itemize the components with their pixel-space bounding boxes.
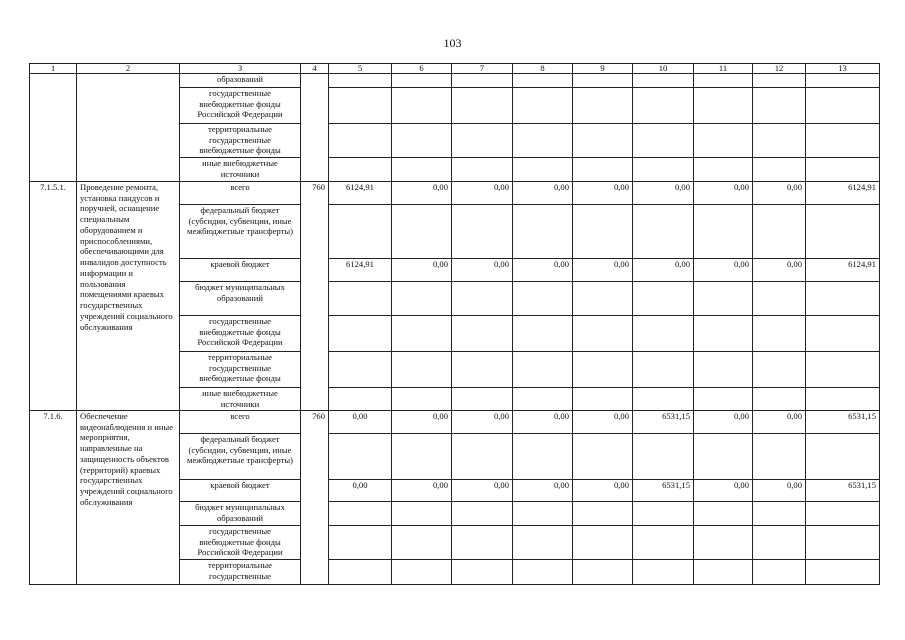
value-cell — [633, 388, 694, 411]
value-cell — [452, 560, 513, 585]
value-cell — [806, 124, 880, 158]
value-cell — [633, 282, 694, 316]
value-cell — [753, 434, 806, 480]
value-cell: 0,00 — [392, 182, 452, 205]
column-header: 5 — [329, 64, 392, 74]
value-cell — [633, 88, 694, 124]
value-cell — [694, 124, 753, 158]
value-cell — [806, 352, 880, 388]
value-cell — [753, 388, 806, 411]
value-cell — [633, 205, 694, 259]
value-cell — [329, 205, 392, 259]
value-cell — [694, 388, 753, 411]
value-cell — [452, 205, 513, 259]
column-header: 11 — [694, 64, 753, 74]
value-cell — [392, 352, 452, 388]
value-cell: 0,00 — [694, 259, 753, 282]
name-cell — [77, 74, 180, 182]
value-cell — [452, 158, 513, 182]
value-cell — [452, 502, 513, 526]
value-cell — [633, 316, 694, 352]
value-cell: 6531,15 — [633, 480, 694, 502]
value-cell — [753, 316, 806, 352]
item-code: 7.1.5.1. — [30, 182, 77, 411]
value-cell — [392, 434, 452, 480]
source-cell: государственные внебюджетные фонды Российской Федерации — [180, 526, 301, 560]
value-cell — [806, 158, 880, 182]
value-cell — [392, 158, 452, 182]
value-cell — [392, 282, 452, 316]
source-cell: иные внебюджетные источники — [180, 388, 301, 411]
value-cell — [573, 560, 633, 585]
value-cell — [452, 316, 513, 352]
value-cell — [633, 124, 694, 158]
value-cell: 0,00 — [573, 480, 633, 502]
value-cell — [452, 74, 513, 88]
value-cell: 0,00 — [329, 411, 392, 434]
value-cell — [452, 282, 513, 316]
value-cell: 0,00 — [694, 411, 753, 434]
value-cell — [694, 205, 753, 259]
value-cell — [694, 560, 753, 585]
item-name: Обеспечение видеонаблюдения и иные мероприятия, направленные на защищенность объектов (территорий) краевых государственных учреждений социального обслуживания — [77, 411, 180, 585]
value-cell — [806, 74, 880, 88]
value-cell — [392, 205, 452, 259]
value-cell — [329, 502, 392, 526]
value-cell — [452, 124, 513, 158]
column-header: 9 — [573, 64, 633, 74]
source-cell: иные внебюджетные источники — [180, 158, 301, 182]
budget-table — [29, 63, 880, 585]
item-name: Проведение ремонта, установка пандусов и поручней, оснащение специальным оборудованием и приспособлениями, обеспечивающими для инвалидов доступность информации и пользования помещениями краевых государственных учреждений социального обслуживания — [77, 182, 180, 411]
value-cell — [694, 502, 753, 526]
value-cell — [329, 124, 392, 158]
value-cell: 0,00 — [633, 259, 694, 282]
grbs-cell — [301, 74, 329, 182]
value-cell — [513, 352, 573, 388]
value-cell: 6531,15 — [806, 480, 880, 502]
value-cell — [513, 388, 573, 411]
value-cell — [806, 526, 880, 560]
value-cell — [329, 158, 392, 182]
source-cell: бюджет муниципальных образований — [180, 282, 301, 316]
value-cell — [753, 205, 806, 259]
source-cell: государственные внебюджетные фонды Российской Федерации — [180, 88, 301, 124]
value-cell: 6531,15 — [633, 411, 694, 434]
value-cell — [329, 316, 392, 352]
value-cell: 6124,91 — [806, 182, 880, 205]
value-cell — [633, 158, 694, 182]
column-header: 10 — [633, 64, 694, 74]
value-cell — [392, 388, 452, 411]
value-cell — [392, 316, 452, 352]
value-cell — [753, 560, 806, 585]
value-cell — [329, 526, 392, 560]
value-cell — [633, 560, 694, 585]
value-cell — [513, 158, 573, 182]
column-header: 6 — [392, 64, 452, 74]
column-header: 3 — [180, 64, 301, 74]
value-cell: 0,00 — [753, 411, 806, 434]
value-cell: 6124,91 — [806, 259, 880, 282]
value-cell — [513, 88, 573, 124]
value-cell — [806, 282, 880, 316]
value-cell: 0,00 — [513, 259, 573, 282]
value-cell: 0,00 — [329, 480, 392, 502]
value-cell — [392, 502, 452, 526]
value-cell — [513, 124, 573, 158]
value-cell: 0,00 — [452, 480, 513, 502]
value-cell — [806, 388, 880, 411]
value-cell: 0,00 — [452, 259, 513, 282]
value-cell: 0,00 — [694, 182, 753, 205]
code-cell — [30, 74, 77, 182]
value-cell — [573, 352, 633, 388]
source-cell: территориальные государственные внебюджетные фонды — [180, 124, 301, 158]
value-cell — [513, 434, 573, 480]
value-cell — [513, 502, 573, 526]
value-cell: 6531,15 — [806, 411, 880, 434]
value-cell: 0,00 — [753, 182, 806, 205]
column-header: 1 — [30, 64, 77, 74]
value-cell — [513, 74, 573, 88]
value-cell: 6124,91 — [329, 182, 392, 205]
value-cell — [806, 88, 880, 124]
value-cell — [392, 526, 452, 560]
value-cell: 0,00 — [392, 411, 452, 434]
column-header: 7 — [452, 64, 513, 74]
value-cell — [753, 124, 806, 158]
value-cell — [633, 74, 694, 88]
value-cell: 0,00 — [573, 411, 633, 434]
value-cell — [329, 88, 392, 124]
value-cell — [573, 74, 633, 88]
header-row — [30, 64, 880, 74]
column-header: 13 — [806, 64, 880, 74]
value-cell — [573, 158, 633, 182]
value-cell — [694, 282, 753, 316]
value-cell — [753, 526, 806, 560]
value-cell — [329, 388, 392, 411]
value-cell — [694, 158, 753, 182]
value-cell — [806, 560, 880, 585]
value-cell — [573, 124, 633, 158]
value-cell — [806, 205, 880, 259]
value-cell — [392, 74, 452, 88]
value-cell: 0,00 — [694, 480, 753, 502]
value-cell — [329, 282, 392, 316]
column-header: 4 — [301, 64, 329, 74]
value-cell — [392, 88, 452, 124]
value-cell — [753, 88, 806, 124]
value-cell: 0,00 — [753, 480, 806, 502]
source-cell: бюджет муниципальных образований — [180, 502, 301, 526]
value-cell — [329, 74, 392, 88]
value-cell — [806, 434, 880, 480]
value-cell — [633, 352, 694, 388]
value-cell — [633, 434, 694, 480]
value-cell: 0,00 — [392, 259, 452, 282]
value-cell — [452, 526, 513, 560]
source-cell: федеральный бюджет (субсидии, субвенции, иные межбюджетные трансферты) — [180, 205, 301, 259]
value-cell — [633, 526, 694, 560]
value-cell: 0,00 — [573, 182, 633, 205]
table-row — [30, 411, 880, 434]
value-cell: 0,00 — [633, 182, 694, 205]
value-cell — [513, 316, 573, 352]
value-cell — [452, 388, 513, 411]
source-cell: краевой бюджет — [180, 480, 301, 502]
value-cell — [452, 434, 513, 480]
column-header: 12 — [753, 64, 806, 74]
value-cell: 0,00 — [513, 480, 573, 502]
value-cell — [329, 434, 392, 480]
value-cell — [452, 352, 513, 388]
source-cell: территориальные государственные внебюджетные фонды — [180, 352, 301, 388]
source-cell: федеральный бюджет (субсидии, субвенции, иные межбюджетные трансферты) — [180, 434, 301, 480]
source-cell: государственные внебюджетные фонды Российской Федерации — [180, 316, 301, 352]
table-row — [30, 74, 880, 88]
value-cell — [573, 388, 633, 411]
value-cell — [513, 205, 573, 259]
value-cell — [573, 526, 633, 560]
source-cell: краевой бюджет — [180, 259, 301, 282]
value-cell — [452, 88, 513, 124]
value-cell — [573, 88, 633, 124]
source-cell: территориальные государственные — [180, 560, 301, 585]
value-cell — [513, 560, 573, 585]
value-cell — [806, 502, 880, 526]
value-cell — [513, 526, 573, 560]
page-number: 103 — [443, 36, 462, 50]
table-header — [30, 64, 880, 74]
value-cell: 0,00 — [392, 480, 452, 502]
value-cell — [694, 88, 753, 124]
grbs-cell: 760 — [301, 411, 329, 585]
value-cell — [329, 352, 392, 388]
value-cell — [694, 74, 753, 88]
value-cell — [753, 502, 806, 526]
column-header: 2 — [77, 64, 180, 74]
source-cell: всего — [180, 411, 301, 434]
value-cell — [753, 352, 806, 388]
value-cell: 0,00 — [452, 182, 513, 205]
value-cell — [573, 434, 633, 480]
value-cell — [392, 124, 452, 158]
value-cell: 6124,91 — [329, 259, 392, 282]
value-cell — [513, 282, 573, 316]
value-cell — [694, 526, 753, 560]
value-cell — [753, 74, 806, 88]
value-cell — [753, 282, 806, 316]
value-cell — [806, 316, 880, 352]
value-cell: 0,00 — [452, 411, 513, 434]
column-header: 8 — [513, 64, 573, 74]
value-cell — [633, 502, 694, 526]
value-cell — [573, 316, 633, 352]
source-cell: образований — [180, 74, 301, 88]
value-cell — [694, 352, 753, 388]
value-cell: 0,00 — [513, 182, 573, 205]
value-cell — [329, 560, 392, 585]
table-row — [30, 182, 880, 205]
value-cell — [573, 502, 633, 526]
value-cell: 0,00 — [513, 411, 573, 434]
value-cell — [392, 560, 452, 585]
value-cell: 0,00 — [573, 259, 633, 282]
item-code: 7.1.6. — [30, 411, 77, 585]
value-cell: 0,00 — [753, 259, 806, 282]
source-cell: всего — [180, 182, 301, 205]
grbs-cell: 760 — [301, 182, 329, 411]
value-cell — [753, 158, 806, 182]
value-cell — [573, 282, 633, 316]
value-cell — [573, 205, 633, 259]
value-cell — [694, 316, 753, 352]
value-cell — [694, 434, 753, 480]
